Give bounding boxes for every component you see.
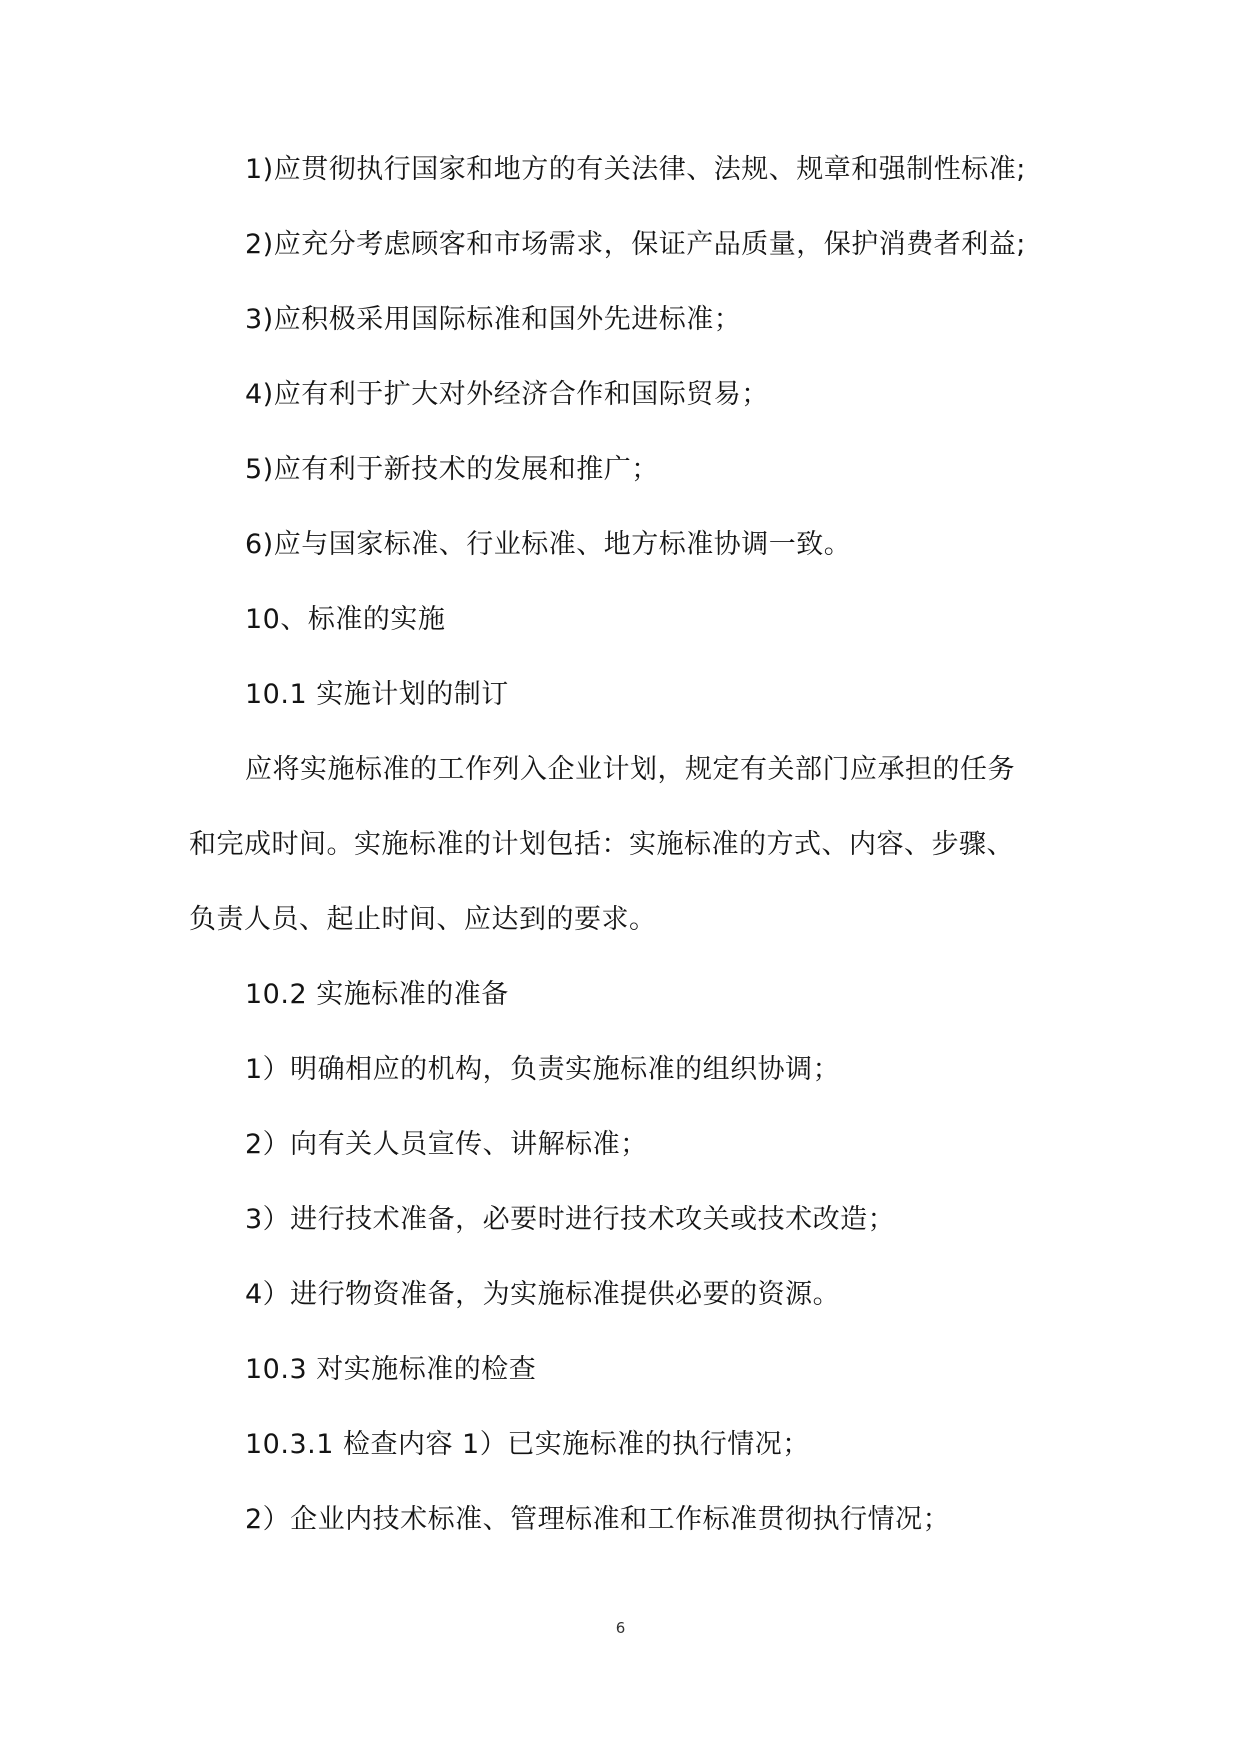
subsection-heading: 10.1 实施计划的制订: [245, 679, 509, 710]
subsection-heading: 10.2 实施标准的准备: [245, 979, 509, 1010]
list-item: 4）进行物资准备，为实施标准提供必要的资源。: [245, 1279, 841, 1310]
paragraph-line: 2)应充分考虑顾客和市场需求，保证产品质量，保护消费者利益;: [245, 229, 1026, 260]
page-number: 6: [615, 1619, 626, 1637]
paragraph-line: 负责人员、起止时间、应达到的要求。: [189, 904, 657, 935]
paragraph-line: 5)应有利于新技术的发展和推广；: [245, 454, 659, 485]
paragraph-line: 4)应有利于扩大对外经济合作和国际贸易；: [245, 379, 769, 410]
list-item: 1）明确相应的机构，负责实施标准的组织协调；: [245, 1054, 841, 1085]
paragraph-line: 6)应与国家标准、行业标准、地方标准协调一致。: [245, 529, 852, 560]
paragraph-line: 10.3.1 检查内容 1）已实施标准的执行情况；: [245, 1429, 810, 1460]
paragraph-line: 3)应积极采用国际标准和国外先进标准；: [245, 304, 742, 335]
section-heading: 10、标准的实施: [245, 604, 446, 635]
list-item: 2）企业内技术标准、管理标准和工作标准贯彻执行情况；: [245, 1504, 951, 1535]
paragraph-line: 和完成时间。实施标准的计划包括：实施标准的方式、内容、步骤、: [189, 829, 1014, 860]
subsection-heading: 10.3 对实施标准的检查: [245, 1354, 537, 1385]
list-item: 3）进行技术准备，必要时进行技术攻关或技术改造；: [245, 1204, 896, 1235]
list-item: 2）向有关人员宣传、讲解标准；: [245, 1129, 648, 1160]
paragraph-line: 1)应贯彻执行国家和地方的有关法律、法规、规章和强制性标准;: [245, 154, 1026, 185]
paragraph-line: 应将实施标准的工作列入企业计划，规定有关部门应承担的任务: [245, 754, 1015, 785]
